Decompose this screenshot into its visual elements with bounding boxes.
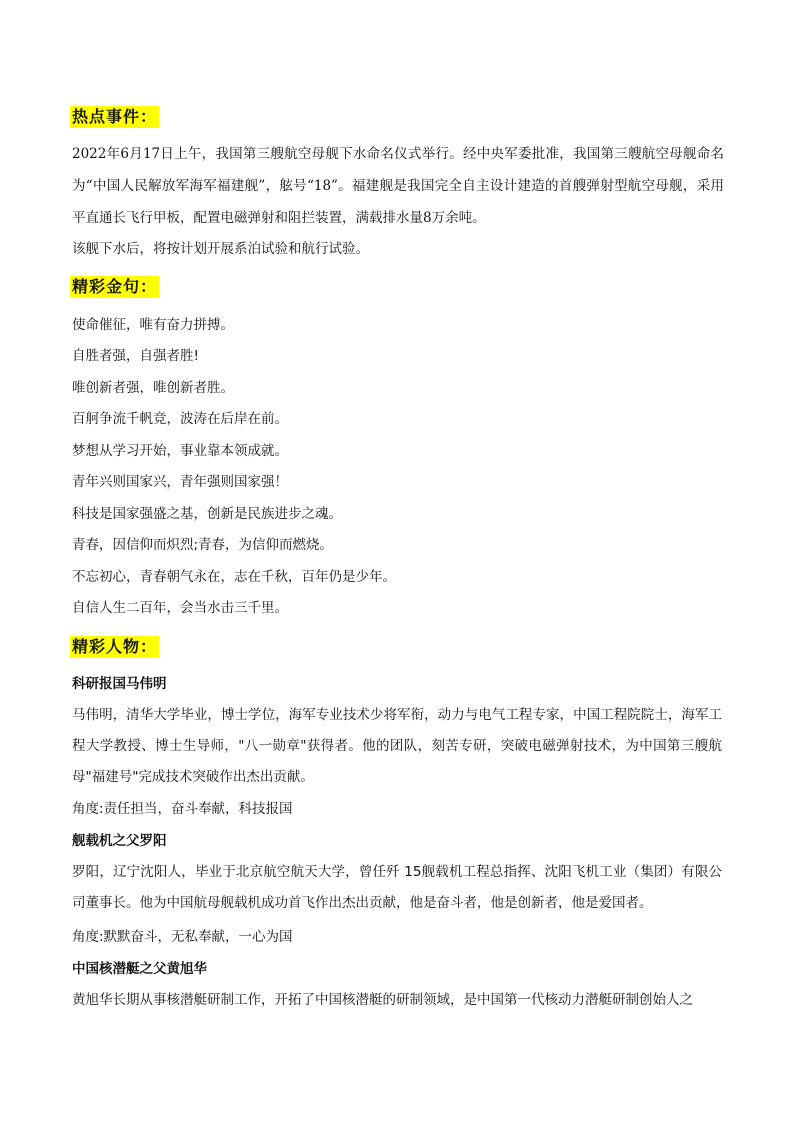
hot-event-follow-line: 该舰下水后，将按计划开展系泊试验和航行试验。 (72, 241, 369, 257)
person-title: 舰载机之父罗阳 (72, 833, 167, 849)
quote-item: 自信人生二百年，会当水击三千里。 (72, 600, 288, 616)
quote-item: 百舸争流千帆竞，波涛在后岸在前。 (72, 411, 288, 427)
person-angle: 角度:默默奋斗，无私奉献，一心为国 (72, 929, 293, 945)
quote-item: 青春，因信仰而炽烈;青春，为信仰而燃烧。 (72, 537, 334, 553)
person-bio: 黄旭华长期从事核潜艇研制工作，开拓了中国核潜艇的研制领域，是中国第一代核动力潜艇研制创始人之 (72, 992, 693, 1008)
hot-event-heading: 热点事件： (72, 107, 158, 126)
quote-item: 使命催征，唯有奋力拼搏。 (72, 317, 234, 333)
hot-event-paragraph: 2022年6月17日上午，我国第三艘航空母舰下水命名仪式举行。经中央军委批准，我国第三艘航空母舰命名为“中国人民解放军海军福建舰”，舷号“18”。福建舰是我国完全自主设计建造的首艘弹射型航空母舰，采用平直通长飞行甲板，配置电磁弹射和阻拦装置，满载排水量8万余吨。 (72, 146, 724, 226)
quote-item: 梦想从学习开始，事业靠本领成就。 (72, 443, 288, 459)
quotes-heading: 精彩金句： (72, 277, 158, 296)
person-angle: 角度:责任担当，奋斗奉献，科技报国 (72, 801, 293, 817)
quote-item: 青年兴则国家兴，青年强则国家强！ (72, 474, 288, 490)
quote-item: 唯创新者强，唯创新者胜。 (72, 380, 234, 396)
quote-item: 科技是国家强盛之基，创新是民族进步之魂。 (72, 506, 342, 522)
person-bio: 罗阳，辽宁沈阳人，毕业于北京航空航天大学，曾任歼 15舰载机工程总指挥、沈阳飞机工业（集团）有限公司董事长。他为中国航母舰载机成功首飞作出杰出贡献，他是奋斗者，他是创新者，他是爱国者。 (72, 864, 722, 911)
person-title: 中国核潜艇之父黄旭华 (72, 961, 207, 977)
quote-item: 自胜者强，自强者胜! (72, 348, 199, 364)
person-title: 科研报国马伟明 (72, 676, 167, 692)
quote-item: 不忘初心，青春朝气永在，志在千秋，百年仍是少年。 (72, 569, 396, 585)
person-bio: 马伟明，清华大学毕业，博士学位，海军专业技术少将军衔，动力与电气工程专家，中国工程院院士，海军工程大学教授、博士生导师，"八一勋章"获得者。他的团队，刻苦专研，突破电磁弹射技术，为中国第三艘航母"福建号"完成技术突破作出杰出贡献。 (72, 707, 722, 785)
people-heading: 精彩人物： (72, 637, 158, 656)
